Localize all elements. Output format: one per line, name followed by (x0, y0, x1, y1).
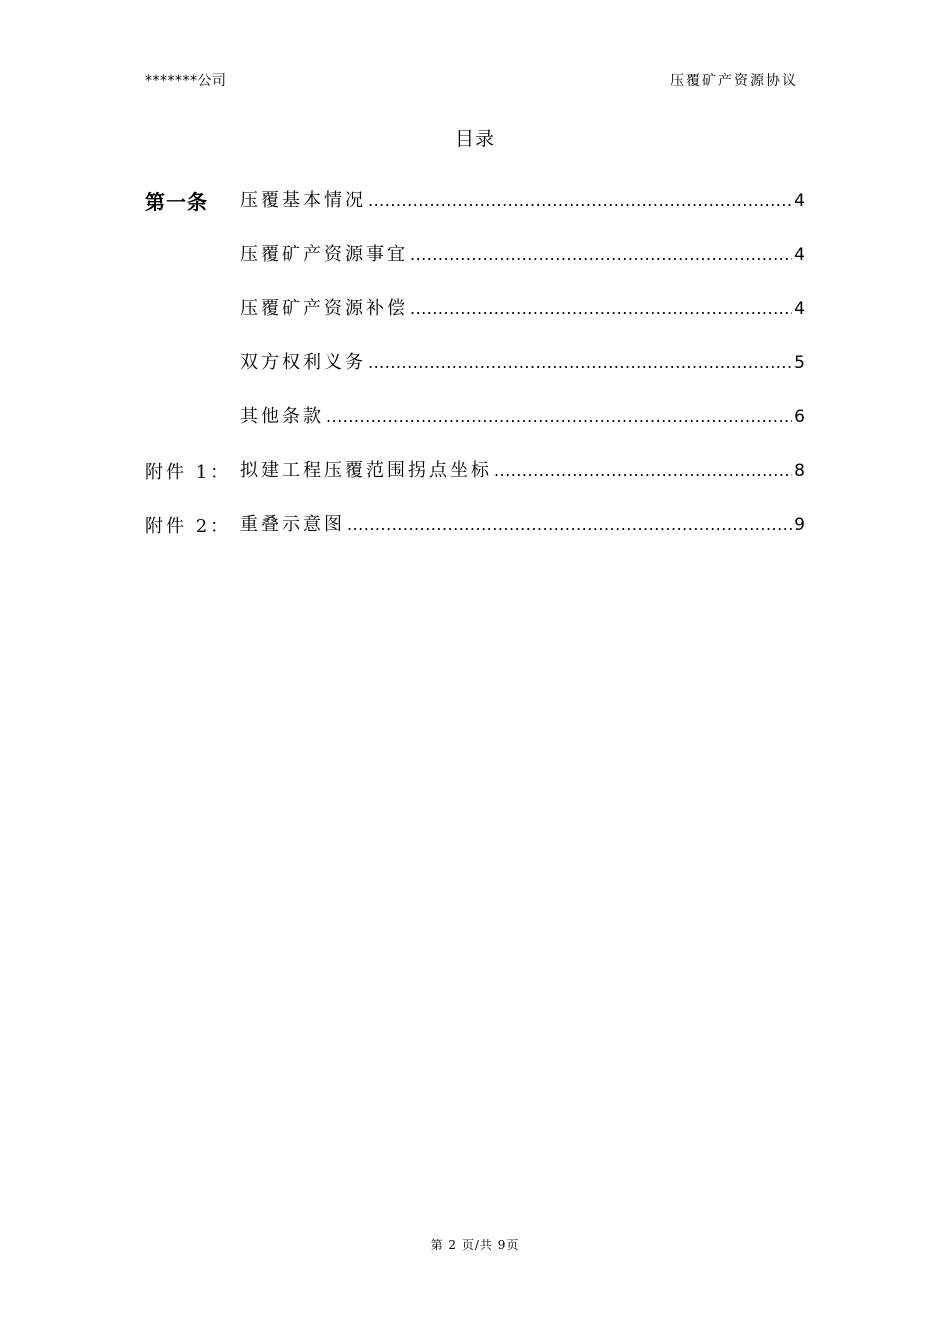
toc-entry-label: 附件 2： (145, 516, 232, 537)
toc-entry[interactable] (0, 402, 950, 432)
toc-entry-text: 双方权利义务 (240, 352, 366, 373)
toc-entry-row (240, 186, 805, 212)
toc-entry-page: 4 (794, 299, 805, 319)
toc-entry-page: 8 (794, 461, 805, 481)
toc-entry[interactable] (0, 294, 950, 324)
toc-entry-text: 重叠示意图 (240, 514, 345, 535)
header-document-title: 压覆矿产资源协议 (670, 73, 798, 89)
toc-entry[interactable] (0, 186, 950, 216)
toc-dot-leader (410, 245, 792, 264)
toc-entry-page: 9 (794, 515, 805, 535)
toc-entry-page: 5 (794, 353, 805, 373)
toc-entry[interactable] (0, 348, 950, 378)
toc-dot-leader (494, 461, 792, 480)
toc-dot-leader (368, 191, 792, 210)
toc-entry-row (240, 348, 805, 374)
toc-entry-text: 压覆矿产资源补偿 (240, 298, 408, 319)
toc-entry[interactable] (0, 510, 950, 540)
toc-entry-text: 其他条款 (240, 406, 324, 427)
toc-entry-page: 4 (794, 245, 805, 265)
toc-entry-row (240, 240, 805, 266)
toc-entry-text: 压覆矿产资源事宜 (240, 244, 408, 265)
toc-entry-row (240, 456, 805, 482)
toc-entry-text: 拟建工程压覆范围拐点坐标 (240, 460, 492, 481)
toc-entry-row (240, 402, 805, 428)
toc-entry-row (240, 510, 805, 536)
toc-dot-leader (368, 353, 792, 372)
toc-dot-leader (410, 299, 792, 318)
footer-page-indicator: 第 2 页/共 9页 (430, 1238, 520, 1252)
toc-entry-label: 第一条 (145, 190, 208, 214)
toc-entry-row (240, 294, 805, 320)
toc-dot-leader (347, 515, 792, 534)
header-company: *******公司 (145, 73, 227, 89)
toc-entry-page: 6 (794, 407, 805, 427)
toc-entry-page: 4 (794, 191, 805, 211)
toc-title: 目录 (454, 128, 495, 150)
toc-dot-leader (326, 407, 792, 426)
toc-entry-label: 附件 1： (145, 462, 232, 483)
toc-entry-text: 压覆基本情况 (240, 190, 366, 211)
toc-entry[interactable] (0, 240, 950, 270)
toc-entry[interactable] (0, 456, 950, 486)
